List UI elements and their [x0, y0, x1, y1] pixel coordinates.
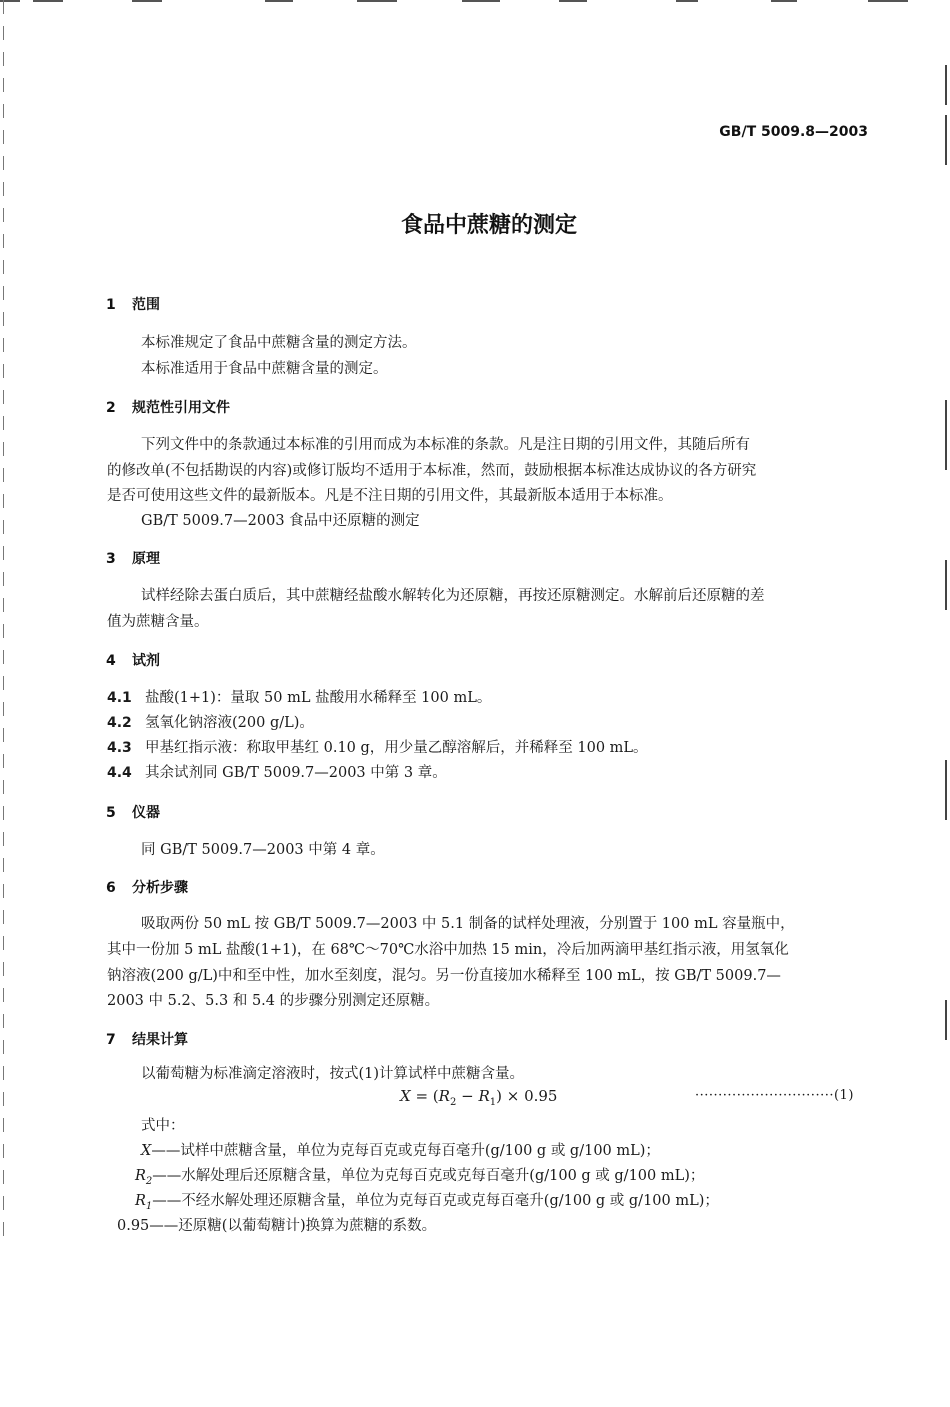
paragraph-line: 下列文件中的条款通过本标准的引用而成为本标准的条款。凡是注日期的引用文件，其随后所有	[141, 437, 750, 453]
scan-edge	[945, 760, 947, 820]
paragraph: 以葡萄糖为标准滴定溶液时，按式(1)计算试样中蔗糖含量。	[141, 1066, 525, 1082]
paragraph-line: 值为蔗糖含量。	[107, 614, 209, 630]
symbol-definition: X——试样中蔗糖含量，单位为克每百克或克每百毫升(g/100 g 或 g/100 mL)；	[141, 1143, 660, 1159]
scan-edge	[676, 0, 698, 2]
list-item: 4.4 其余试剂同 GB/T 5009.7—2003 中第 3 章。	[107, 765, 447, 781]
section-heading: 2 规范性引用文件	[106, 400, 230, 416]
scan-edge	[771, 0, 797, 2]
section-heading: 5 仪器	[106, 805, 160, 821]
paragraph-line: 是否可使用这些文件的最新版本。凡是不注日期的引用文件，其最新版本适用于本标准。	[107, 488, 673, 504]
scan-edge	[132, 0, 162, 2]
list-item: 4.1 盐酸(1+1)：量取 50 mL 盐酸用水稀释至 100 mL。	[107, 690, 492, 706]
document-number: GB/T 5009.8—2003	[719, 124, 868, 140]
scan-edge	[945, 115, 947, 165]
section-heading: 6 分析步骤	[106, 880, 188, 896]
paragraph-line: 钠溶液(200 g/L)中和至中性，加水至刻度，混匀。另一份直接加水稀释至 100 mL，按 GB/T 5009.7—	[107, 968, 781, 984]
symbol-definition: $R_1——$不经水解处理还原糖含量，单位为克每百克或克每百毫升(g/100 g 或 g/100 mL)；	[135, 1193, 719, 1212]
scan-edge	[945, 400, 947, 470]
scan-edge	[559, 0, 587, 2]
list-item: 4.2 氢氧化钠溶液(200 g/L)。	[107, 715, 314, 731]
list-item: 4.3 甲基红指示液：称取甲基红 0.10 g，用少量乙醇溶解后，并稀释至 100 mL。	[107, 740, 648, 756]
paragraph-line: 其中一份加 5 mL 盐酸(1+1)，在 68℃～70℃水浴中加热 15 min，冷后加两滴甲基红指示液，用氢氧化	[107, 942, 789, 958]
paragraph-line: 试样经除去蛋白质后，其中蔗糖经盐酸水解转化为还原糖，再按还原糖测定。水解前后还原糖的差	[141, 588, 765, 604]
scan-edge	[3, 0, 4, 1240]
section-heading: 1 范围	[106, 297, 160, 313]
paragraph: 本标准规定了食品中蔗糖含量的测定方法。	[141, 335, 417, 351]
paragraph: 本标准适用于食品中蔗糖含量的测定。	[141, 361, 388, 377]
section-heading: 4 试剂	[106, 653, 160, 669]
scan-edge	[945, 1000, 947, 1040]
section-heading: 3 原理	[106, 551, 160, 567]
equation-number: ······························(1)	[695, 1088, 854, 1103]
section-heading: 7 结果计算	[106, 1032, 188, 1048]
scan-edge	[265, 0, 293, 2]
reference-entry: GB/T 5009.7—2003 食品中还原糖的测定	[141, 513, 420, 529]
symbol-definition: 0.95——还原糖(以葡萄糖计)换算为蔗糖的系数。	[117, 1218, 437, 1234]
scan-edge	[945, 560, 947, 610]
page-title: 食品中蔗糖的测定	[400, 213, 577, 238]
scan-edge	[357, 0, 397, 2]
formula: $X = (R_2 - R_1) \times 0.95$	[400, 1087, 558, 1108]
scan-edge	[945, 65, 947, 105]
paragraph-line: 2003 中 5.2、5.3 和 5.4 的步骤分别测定还原糖。	[107, 993, 440, 1009]
where-label: 式中：	[141, 1118, 185, 1134]
scan-edge	[868, 0, 908, 2]
scan-edge	[462, 0, 500, 2]
symbol-definition: $R_2——$水解处理后还原糖含量，单位为克每百克或克每百毫升(g/100 g 或 g/100 mL)；	[135, 1168, 705, 1187]
paragraph: 同 GB/T 5009.7—2003 中第 4 章。	[141, 842, 385, 858]
paragraph-line: 的修改单(不包括勘误的内容)或修订版均不适用于本标准，然而，鼓励根据本标准达成协议的各方研究	[107, 463, 757, 479]
scan-edge	[33, 0, 63, 2]
paragraph-line: 吸取两份 50 mL 按 GB/T 5009.7—2003 中 5.1 制备的试样处理液，分别置于 100 mL 容量瓶中，	[141, 916, 795, 932]
